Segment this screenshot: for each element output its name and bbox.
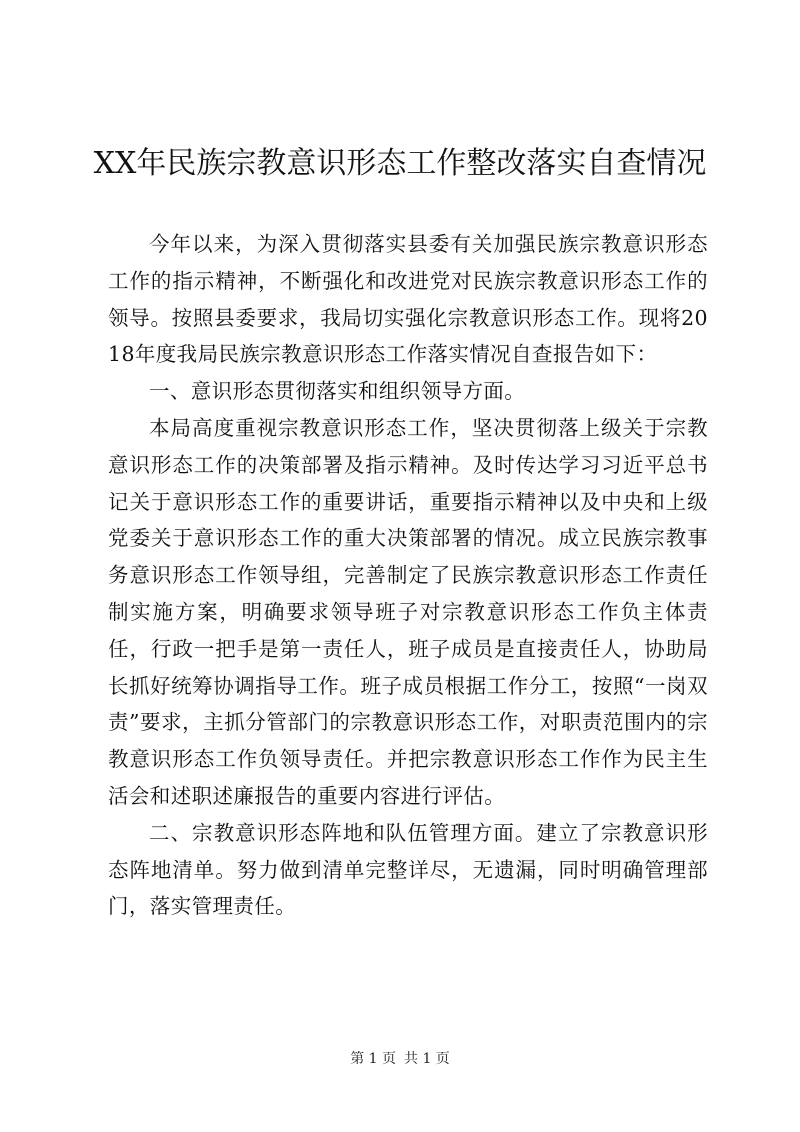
document-title: XX年民族宗教意识形态工作整改落实自查情况 bbox=[93, 146, 707, 181]
page-footer bbox=[0, 1050, 800, 1068]
paragraph-section-2: 二、宗教意识形态阵地和队伍管理方面。建立了宗教意识形态阵地清单。努力做到清单完整详尽，无遗漏，同时明确管理部门，落实管理责任。 bbox=[108, 820, 708, 919]
paragraph-section-1-body: 本局高度重视宗教意识形态工作，坚决贯彻落上级关于宗教意识形态工作的决策部署及指示精神。及时传达学习习近平总书记关于意识形态工作的重要讲话，重要指示精神以及中央和上级党委关于意识形态工作的重大决策部署的情况。成立民族宗教事务意识形态工作领导组，完善制定了民族宗教意识形态工作责任制实施方案，明确要求领导班子对宗教意识形态工作负主体责任，行政一把手是第一责任人，班子成员是直接责任人，协助局长抓好统筹协调指导工作。班子成员根据工作分工，按照“一岗双责”要求，主抓分管部门的宗教意识形态工作，对职责范围内的宗教意识形态工作负领导责任。并把宗教意识形态工作作为民主生活会和述职述廉报告的重要内容进行评估。 bbox=[108, 415, 708, 808]
paragraph-intro: 今年以来，为深入贯彻落实县委有关加强民族宗教意识形态工作的指示精神，不断强化和改进党对民族宗教意识形态工作的领导。按照县委要求，我局切实强化宗教意识形态工作。现将2018年度我局民族宗教意识形态工作落实情况自查报告如下： bbox=[108, 232, 708, 367]
page-number: 第 1 页 bbox=[350, 1051, 396, 1067]
document-body bbox=[108, 226, 708, 925]
paragraph-section-1-heading: 一、意识形态贯彻落实和组织领导方面。 bbox=[149, 379, 526, 404]
page-total: 共 1 页 bbox=[404, 1051, 450, 1067]
